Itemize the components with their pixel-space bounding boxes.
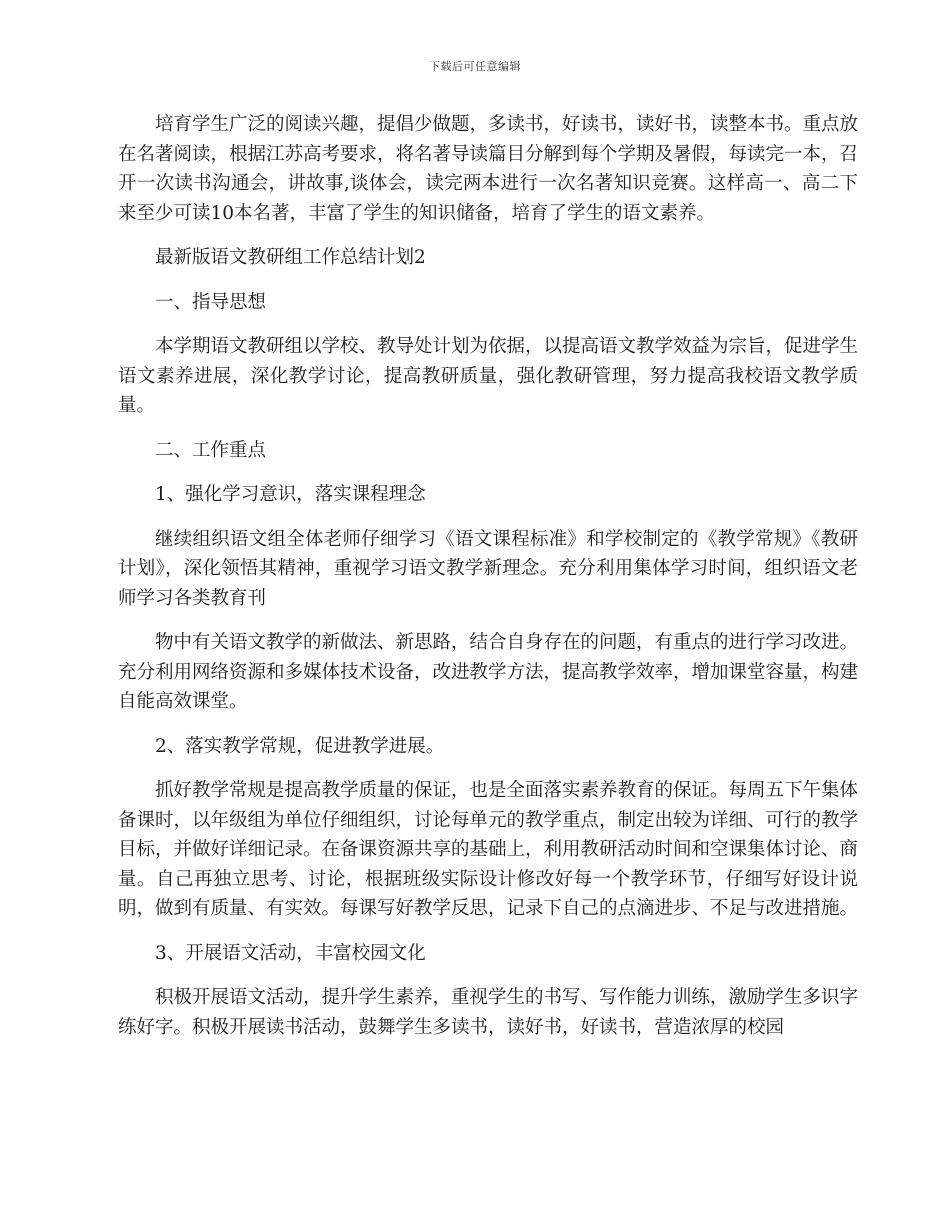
paragraph-teaching-routine: 抓好教学常规是提高教学质量的保证，也是全面落实素养教育的保证。每周五下午集体备课时，以年级组为单位仔细组织，讨论每单元的教学重点，制定出较为详细、可行的教学目标，并做好详细记录。在备课资源共享的基础上，利用教研活动时间和空课集体讨论、商量。自己再独立思考、讨论，根据班级实际设计修改好每一个教学环节，仔细写好设计说明，做到有质量、有实效。每课写好教学反思，记录下自己的点滴进步、不足与改进措施。 [118,780,859,919]
page-header-note: 下载后可任意编辑 [429,60,521,73]
section-heading-work-focus: 二、工作重点 [155,439,267,461]
subheading-learning-awareness: 1、强化学习意识，落实课程理念 [155,484,426,505]
subheading-chinese-activities: 3、开展语文活动，丰富校园文化 [155,942,426,964]
paragraph-chinese-activities: 积极开展语文活动，提升学生素养，重视学生的书写、写作能力训练，激励学生多识字练好字。积极开展读书活动，鼓舞学生多读书，读好书，好读书，营造浓厚的校园 [118,987,859,1038]
paragraph-learning-awareness-1: 继续组织语文组全体老师仔细学习《语文课程标准》和学校制定的《教学常规》《教研计划》，深化领悟其精神，重视学习语文教学新理念。充分利用集体学习时间，组织语文老师学习各类教育刊 [118,528,858,609]
document-body [118,110,858,1057]
subheading-teaching-routine: 2、落实教学常规，促进教学进展。 [155,735,445,757]
section-heading-guiding-ideas: 一、指导思想 [155,291,267,313]
paragraph-guiding-ideas: 本学期语文教研组以学校、教导处计划为依据，以提高语文教学效益为宗旨，促进学生语文素养进展，深化教学讨论，提高教研质量，强化教研管理，努力提高我校语文教学质量。 [118,336,859,416]
paragraph-learning-awareness-2: 物中有关语文教学的新做法、新思路，结合自身存在的问题，有重点的进行学习改进。充分利用网络资源和多媒体技术设备，改进教学方法，提高教学效率，增加课堂容量，构建自能高效课堂。 [118,632,859,712]
document-title: 最新版语文教研组工作总结计划2 [155,247,426,268]
paragraph-reading-interest: 培育学生广泛的阅读兴趣，提倡少做题，多读书，好读书，读好书，读整本书。重点放在名著阅读，根据江苏高考要求，将名著导读篇目分解到每个学期及暑假，每读完一本，召开一次读书沟通会，讲故事,谈体会，读完两本进行一次名著知识竞赛。这样高一、高二下来至少可读10本名著，丰富了学生的知识储备，培育了学生的语文素养。 [118,114,859,224]
